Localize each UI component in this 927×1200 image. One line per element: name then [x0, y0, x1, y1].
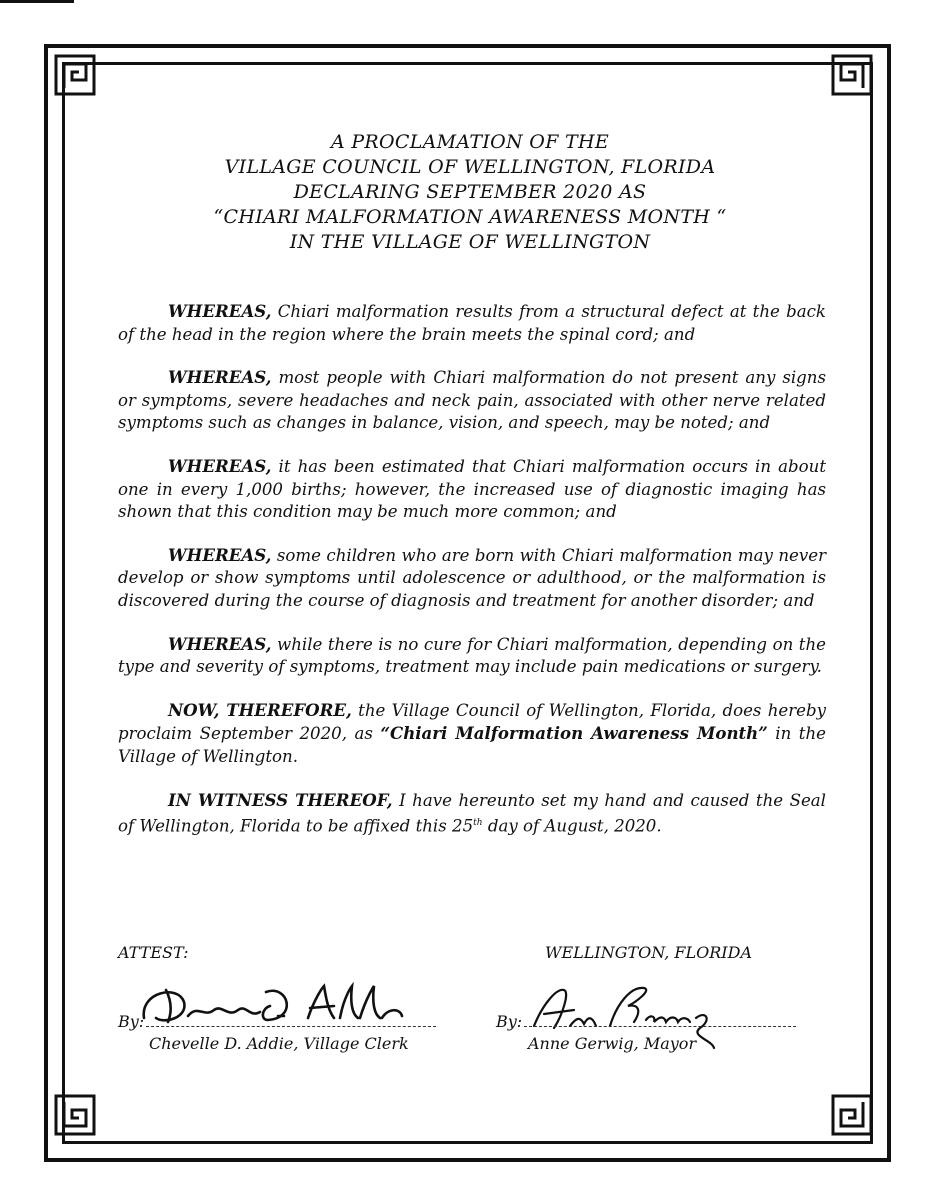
corner-ornament-icon	[831, 54, 873, 96]
paragraph-text: while there is no cure for Chiari malformation, depending on the type and severity of symptoms, treatment may include pain medications or surgery.	[118, 634, 826, 677]
title-line: IN THE VILLAGE OF WELLINGTON	[289, 231, 651, 253]
proclamation-title	[120, 130, 820, 255]
clerk-name: Chevelle D. Addie, Village Clerk	[149, 1034, 409, 1053]
by-label: By:	[118, 1012, 145, 1031]
paragraph-text: the Village Council of Wellington, Florida, does hereby proclaim September 2020, as	[118, 700, 827, 744]
paragraph-text: some children who are born with Chiari malformation may never develop or show symptoms until adolescence or adulthood, or the malformation is discovered during the course of diagnosis and treatment for another disorder; and	[118, 545, 826, 610]
corner-ornament-icon	[54, 1094, 96, 1136]
whereas-paragraph	[118, 455, 826, 524]
now-therefore-paragraph	[118, 699, 826, 769]
paragraph-lead: WHEREAS,	[168, 455, 272, 476]
signature-line	[146, 1026, 436, 1027]
clerk-signature	[138, 978, 408, 1033]
whereas-paragraph	[118, 544, 826, 613]
by-label: By:	[496, 1012, 523, 1031]
witness-paragraph	[118, 789, 826, 839]
paragraph-text: in the Village of Wellington.	[118, 724, 826, 766]
proclaimed-month: “Chiari Malformation Awareness Month”	[380, 723, 768, 744]
title-line: DECLARING SEPTEMBER 2020 AS	[293, 181, 647, 203]
ordinal-suffix: th	[473, 818, 483, 829]
paragraph-text: it has been estimated that Chiari malformation occurs in about one in every 1,000 births; however, the increased use of diagnostic imaging has shown that this condition may be much more common; and	[118, 456, 826, 522]
title-line: VILLAGE COUNCIL OF WELLINGTON, FLORIDA	[224, 156, 716, 178]
paragraph-text: most people with Chiari malformation do not present any signs or symptoms, severe headaches and neck pain, associated with other nerve related symptoms such as changes in balance, vision, and speech, may be noted; and	[118, 368, 826, 433]
paragraph-text: I have hereunto set my hand and caused the Seal of Wellington, Florida to be affixed this 25	[118, 790, 826, 836]
paragraph-lead: WHEREAS,	[168, 544, 272, 565]
corner-ornament-icon	[54, 54, 96, 96]
whereas-paragraph	[118, 633, 826, 679]
paragraph-text: day of August, 2020.	[482, 816, 662, 836]
whereas-paragraph	[118, 300, 826, 346]
city-label: WELLINGTON, FLORIDA	[545, 943, 753, 962]
attest-label: ATTEST:	[118, 943, 189, 962]
paragraph-lead: WHEREAS,	[168, 301, 272, 321]
proclamation-body	[118, 300, 826, 858]
signature-line	[524, 1026, 796, 1027]
paragraph-lead: IN WITNESS THEREOF,	[168, 789, 393, 810]
paragraph-lead: NOW, THEREFORE,	[168, 699, 352, 720]
whereas-paragraph	[118, 366, 826, 435]
corner-ornament-icon	[831, 1094, 873, 1136]
paragraph-text: Chiari malformation results from a structural defect at the back of the head in the region where the brain meets the spinal cord; and	[118, 302, 826, 344]
mayor-name: Anne Gerwig, Mayor	[528, 1034, 697, 1053]
paragraph-lead: WHEREAS,	[168, 367, 272, 388]
scan-edge-rule	[0, 0, 74, 3]
title-line: “CHIARI MALFORMATION AWARENESS MONTH “	[213, 206, 727, 228]
paragraph-lead: WHEREAS,	[168, 633, 272, 654]
title-line: A PROCLAMATION OF THE	[330, 131, 610, 153]
